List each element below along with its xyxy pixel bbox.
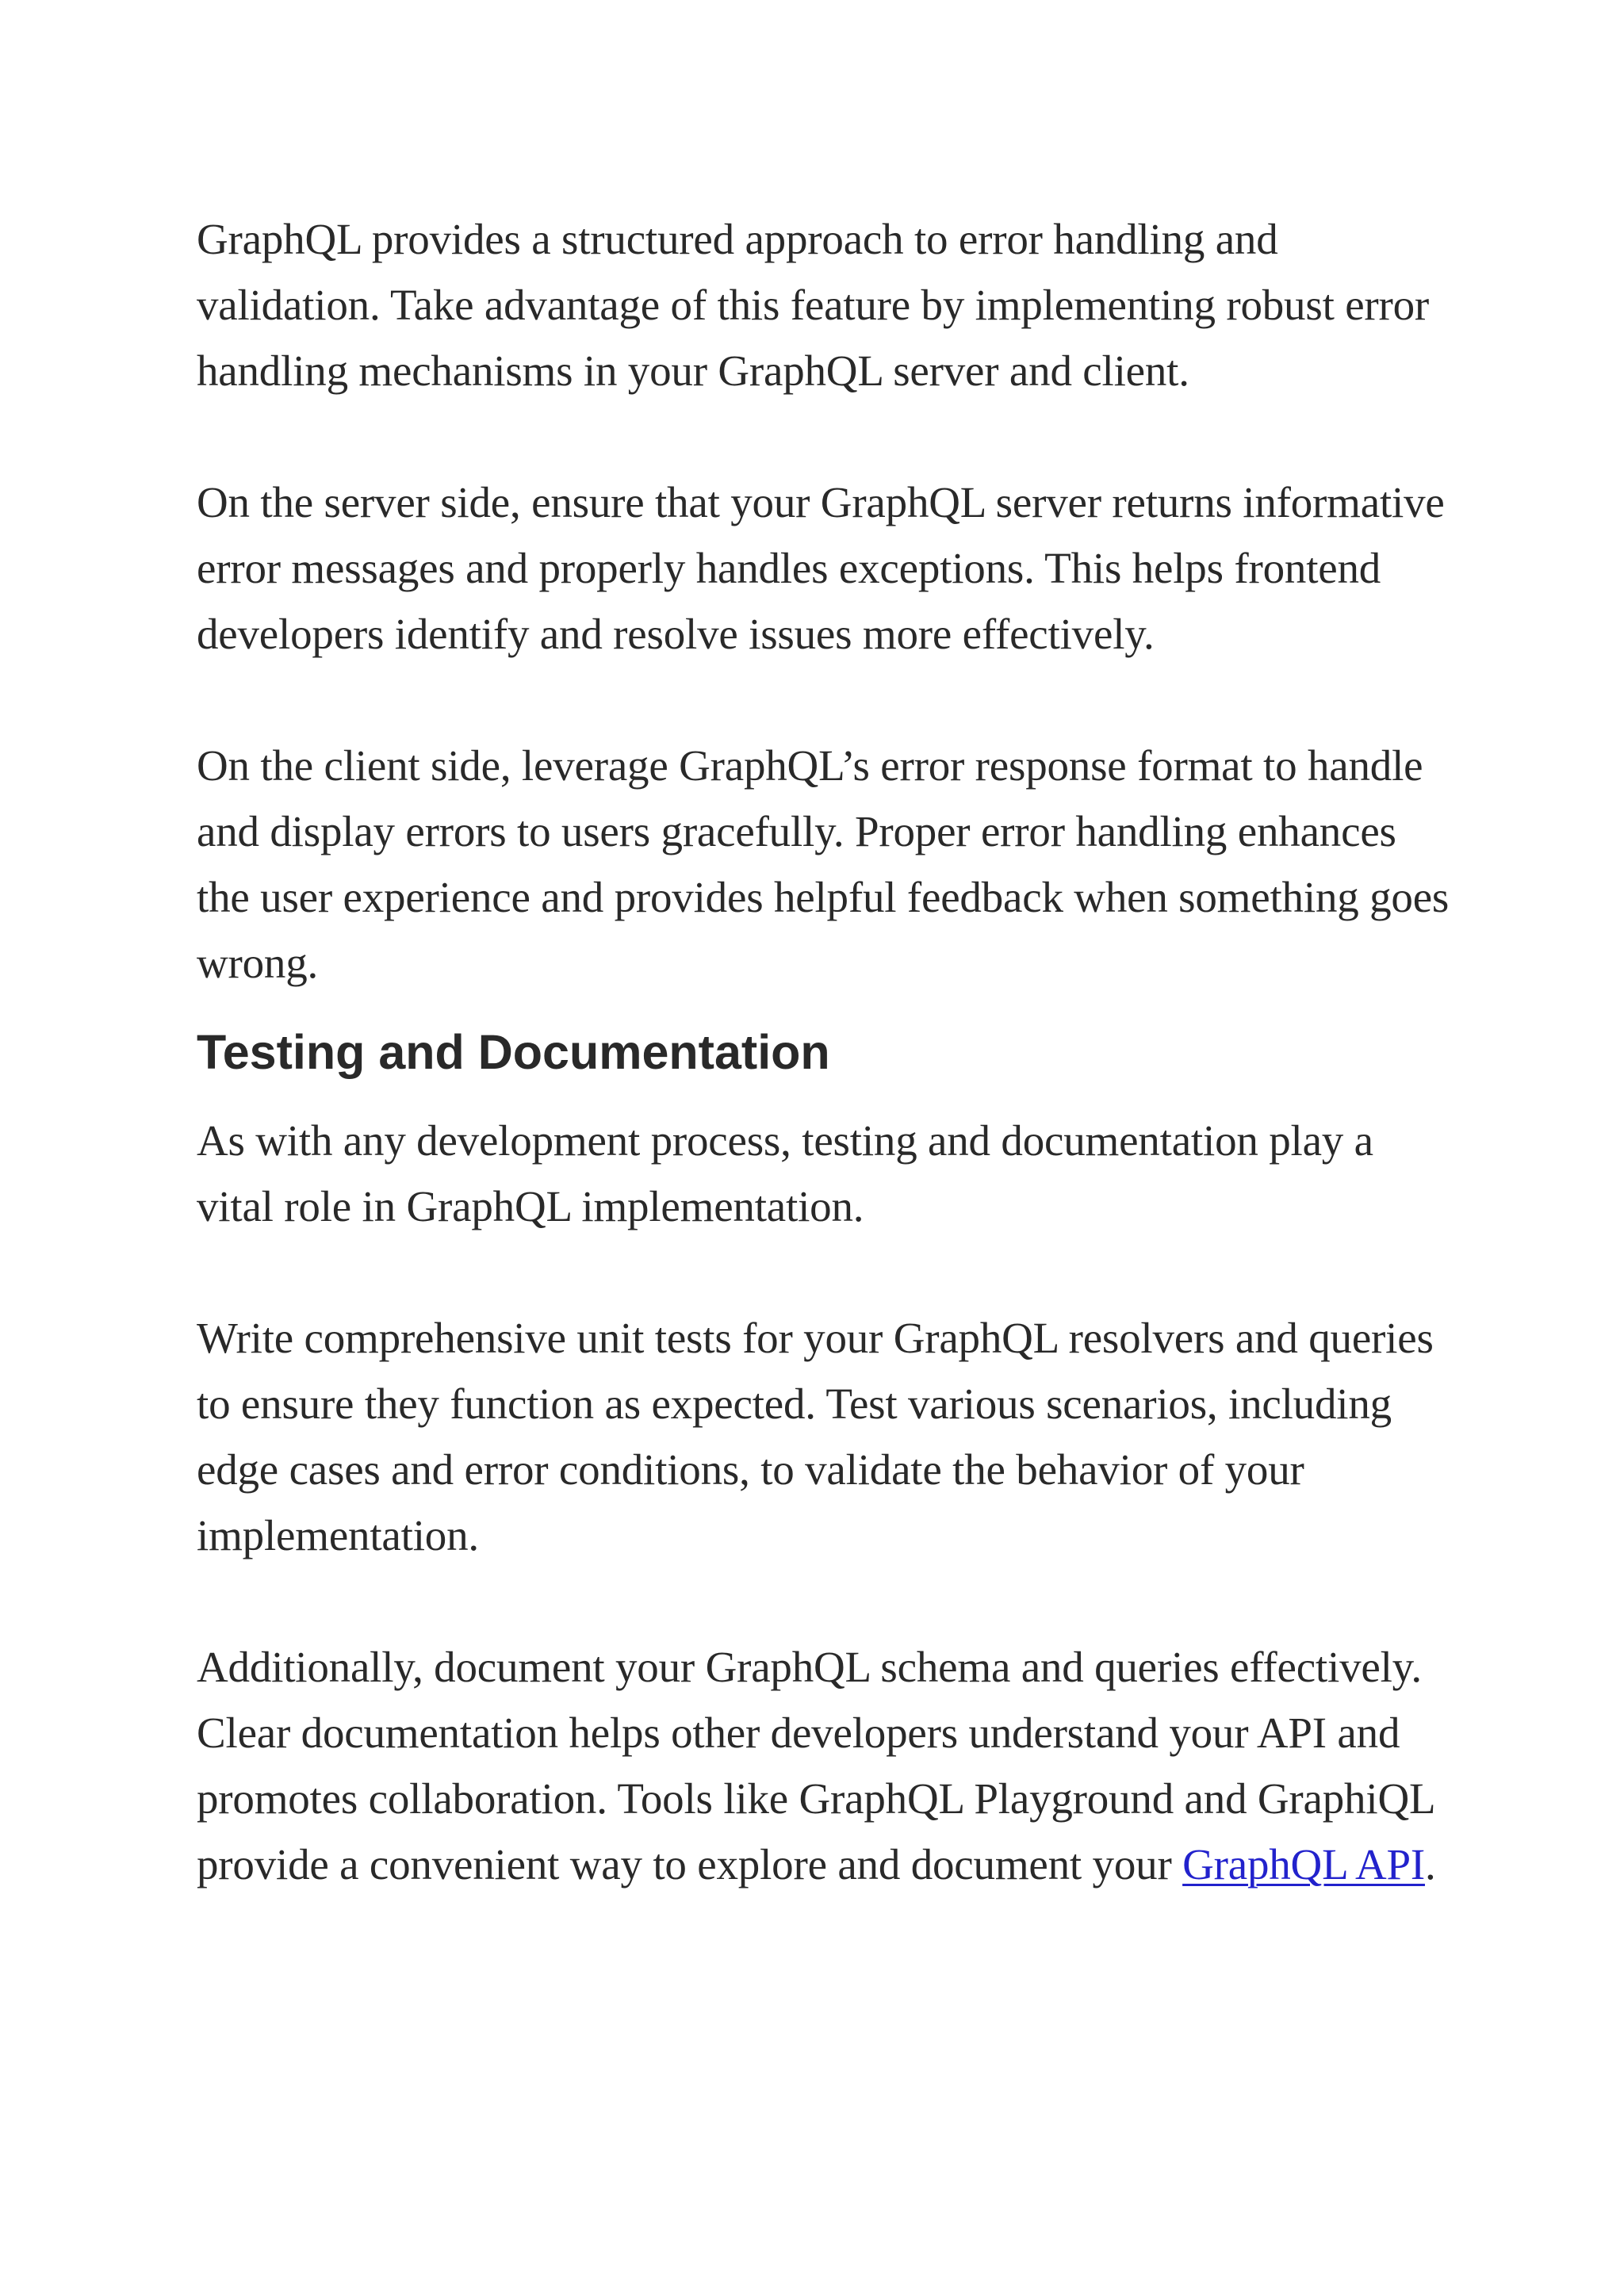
paragraph-server-side: On the server side, ensure that your GraphQL server returns informative error messages and properly handles exceptions. This helps frontend developers identify and resolve issues more effectively. bbox=[197, 478, 1445, 658]
paragraph-client-side: On the client side, leverage GraphQL’s error response format to handle and display errors to users gracefully. Proper error handling enhances the user experience and provides helpful feedback when something goes wrong. bbox=[197, 741, 1450, 987]
paragraph-documentation bbox=[197, 1634, 1450, 1897]
documentation-text: Additionally, document your GraphQL schema and queries effectively. Clear documentation helps other developers understand your API and promotes collaboration. Tools like GraphQL Playground and GraphiQL provide a convenient way to explore and document your bbox=[197, 1643, 1434, 1888]
paragraph-error-handling: GraphQL provides a structured approach to error handling and validation. Take advantage of this feature by implementing robust error handling mechanisms in your GraphQL server and client. bbox=[197, 215, 1430, 395]
paragraph-testing-intro: As with any development process, testing and documentation play a vital role in GraphQL implementation. bbox=[197, 1116, 1373, 1230]
paragraph-unit-tests: Write comprehensive unit tests for your GraphQL resolvers and queries to ensure they function as expected. Test various scenarios, including edge cases and error conditions, to validate the behavior of your implementation. bbox=[197, 1314, 1434, 1559]
section-heading: Testing and Documentation bbox=[197, 1025, 830, 1079]
graphql-api-link[interactable]: GraphQL API bbox=[1182, 1840, 1425, 1888]
article-body bbox=[197, 206, 1450, 1963]
documentation-period: . bbox=[1424, 1840, 1436, 1888]
